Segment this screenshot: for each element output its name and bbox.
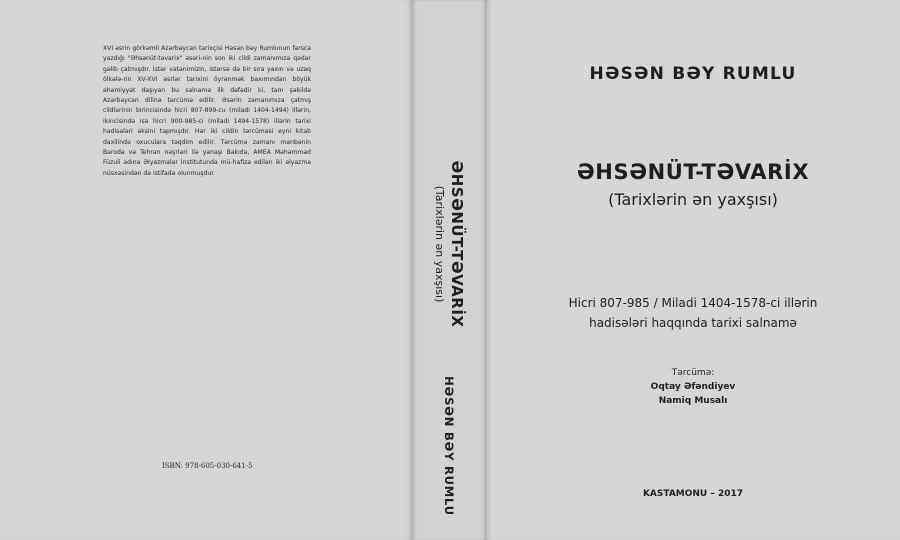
front-description-line1: Hicri 807-985 / Miladi 1404-1578-ci illərin	[568, 296, 818, 310]
spine-title-block	[431, 161, 467, 328]
front-author: HƏSƏN BƏY RUMLU	[589, 64, 797, 84]
front-description	[486, 293, 900, 333]
spine-author-block	[442, 376, 456, 516]
front-subtitle: (Tarixlərin ən yaxşısı)	[608, 190, 778, 209]
back-cover	[0, 0, 412, 540]
spine-subtitle: (Tarixlərin ən yaxşısı)	[433, 185, 446, 303]
translator-name: Oqtay Əfəndiyev	[650, 382, 736, 392]
front-description-line2: hadisələri haqqında tarixi salnamə	[589, 316, 797, 330]
publication-place-year: KASTAMONU – 2017	[642, 489, 744, 499]
book-spine	[412, 0, 486, 540]
isbn-number: ISBN: 978-605-030-641-5	[162, 462, 253, 470]
front-title: ƏHSƏNÜT-TƏVARİX	[576, 160, 810, 184]
spine-author: HƏSƏN BƏY RUMLU	[442, 376, 456, 516]
front-cover	[486, 0, 900, 540]
back-cover-blurb: XVI əsrin görkəmli Azərbaycan tarixçisi Həsən bəy Rumlunun farsca yazdığı "Əhsənüt-təvarix" əsəri-nin son iki cildi zamanımıza qədər gəlib çatmışdır. İstər vətənimizin, istərsə də bir sıra yaxın və uzaq ölkələ-rin XV-XVI əsrlər tarixini öyrənmək baxımından böyük əhəmiyyət daşıyan bu salnamə ilk dəfədir ki, tam şəkildə Azərbaycan dilinə tərcümə edilir. Əsərin zamanımıza çatmış cildlərinin birincisində hicri 807-899-cu (miladi 1404-1494) illərin, ikincisində isə hicri 900-985-ci (miladi 1494-1578) illərin tarixi hadisələri əksini tapmışdır. Hər iki cildin tərcüməsi eyni kitab daxilində oxuculara təqdim edilir. Tərcümə zamanı mənbənin Baroda və Tehran nəşrləri ilə yanaşı Bakıda, AMEA Məhəmməd Füzuli adına Əlyazmalar İnstitutunda mü-hafizə edilən iki əlyazma nüsxəsindən də istifadə olunmuşdur.	[103, 45, 311, 177]
spine-title: ƏHSƏNÜT-TƏVARİX	[448, 160, 466, 328]
translator-name: Namiq Musalı	[658, 396, 728, 406]
translation-label: Tərcümə:	[671, 368, 715, 378]
